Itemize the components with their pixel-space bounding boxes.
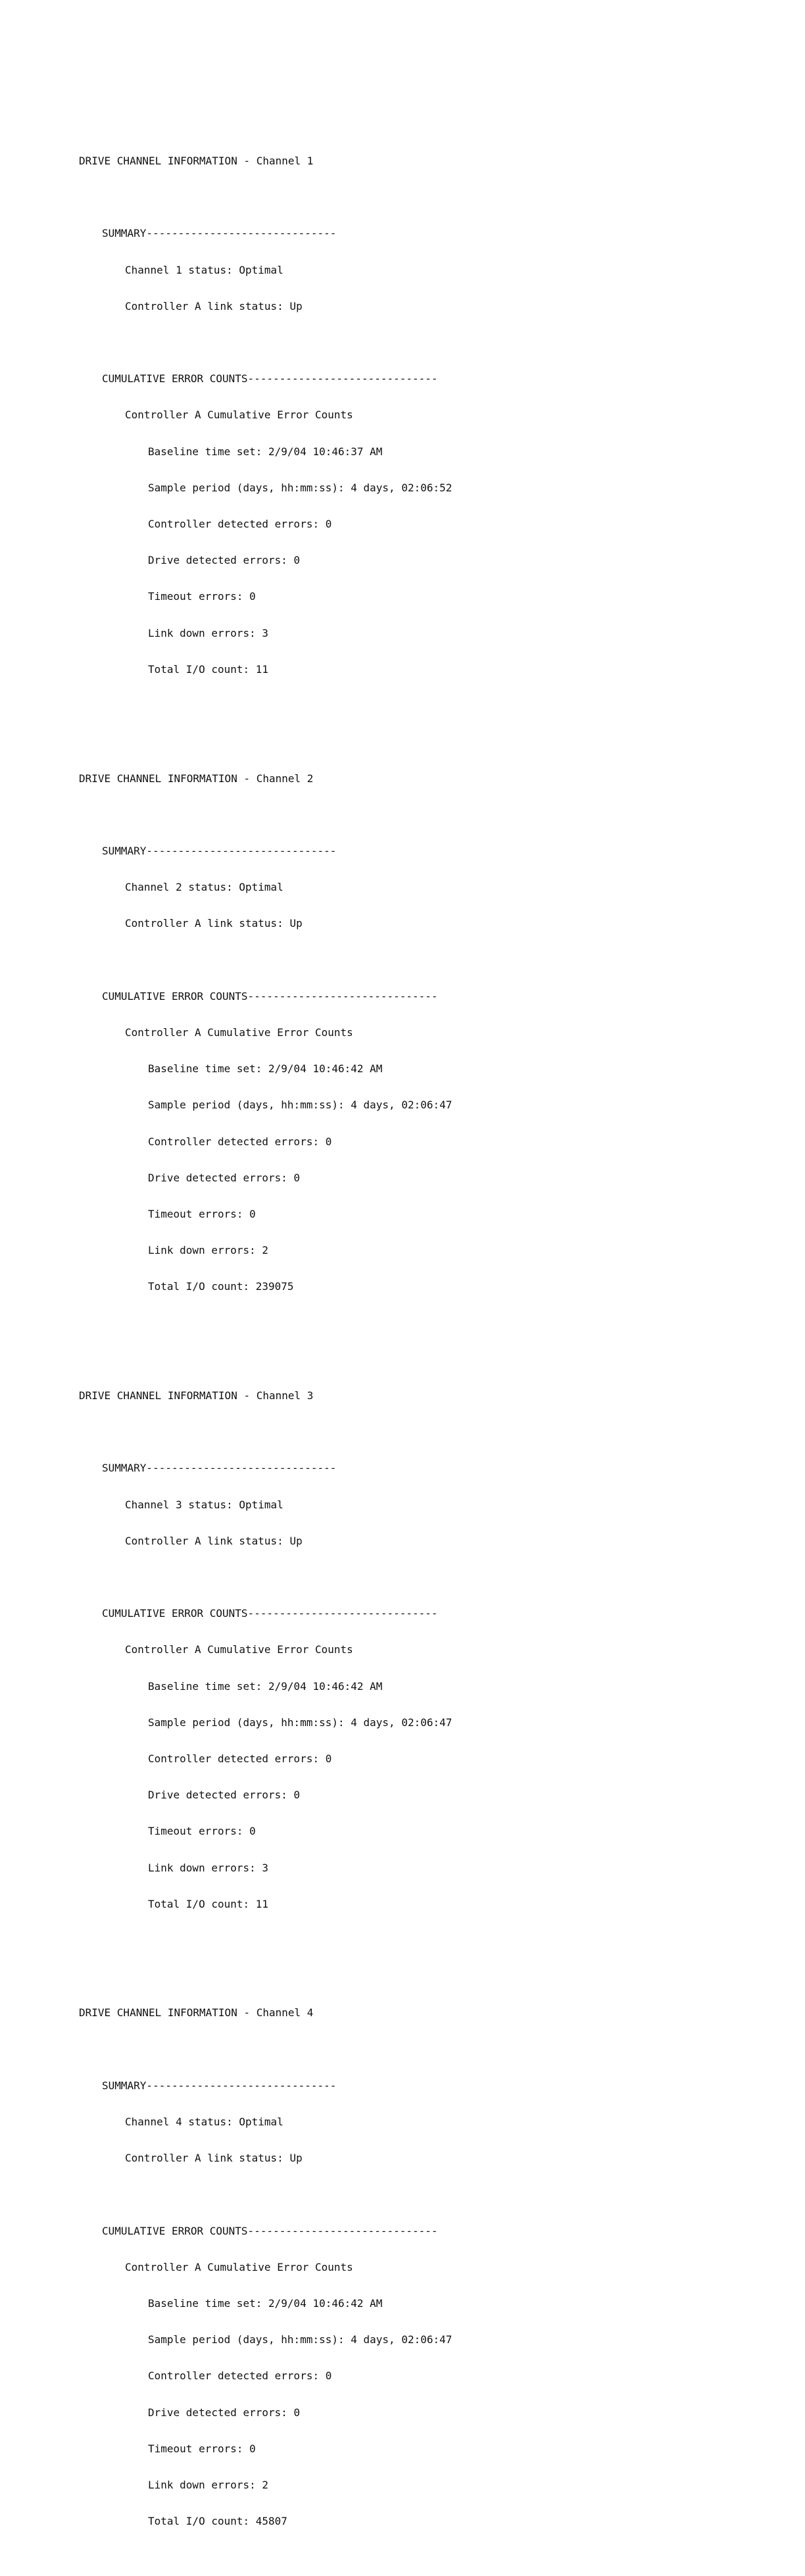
controller-counts-title: Controller A Cumulative Error Counts (125, 1643, 353, 1656)
sample-period: Sample period (days, hh:mm:ss): 4 days, 02:06:47 (148, 2333, 452, 2346)
channel-status: Channel 2 status: Optimal (125, 881, 283, 894)
timeout-errors: Timeout errors: 0 (148, 1825, 256, 1838)
total-io-count: Total I/O count: 239075 (148, 1280, 294, 1293)
summary-header: SUMMARY------------------------------ (102, 1462, 337, 1475)
baseline-time: Baseline time set: 2/9/04 10:46:42 AM (148, 1062, 383, 1076)
sample-period: Sample period (days, hh:mm:ss): 4 days, 02:06:52 (148, 481, 452, 494)
channel-heading: DRIVE CHANNEL INFORMATION - Channel 1 (79, 155, 314, 168)
drive-detected-errors: Drive detected errors: 0 (148, 1789, 301, 1802)
channel-heading: DRIVE CHANNEL INFORMATION - Channel 2 (79, 772, 314, 785)
cumulative-header: CUMULATIVE ERROR COUNTS------------------------------ (102, 989, 438, 1003)
channel-section-2 (79, 749, 737, 1318)
link-status: Controller A link status: Up (125, 2152, 303, 2165)
drive-channel-report (79, 95, 737, 2576)
channel-status: Channel 3 status: Optimal (125, 1498, 283, 1511)
blank-line (79, 2189, 737, 2200)
cumulative-header: CUMULATIVE ERROR COUNTS------------------------------ (102, 372, 438, 385)
baseline-time: Baseline time set: 2/9/04 10:46:42 AM (148, 1679, 383, 1693)
baseline-time: Baseline time set: 2/9/04 10:46:37 AM (148, 445, 383, 458)
blank-line (79, 809, 737, 821)
total-io-count: Total I/O count: 45807 (148, 2515, 287, 2528)
link-status: Controller A link status: Up (125, 917, 303, 930)
link-down-errors: Link down errors: 2 (148, 1244, 269, 1257)
summary-header: SUMMARY------------------------------ (102, 844, 337, 857)
drive-detected-errors: Drive detected errors: 0 (148, 554, 301, 567)
total-io-count: Total I/O count: 11 (148, 662, 269, 676)
timeout-errors: Timeout errors: 0 (148, 590, 256, 603)
link-status: Controller A link status: Up (125, 1534, 303, 1547)
channel-section-1 (79, 131, 737, 700)
controller-counts-title: Controller A Cumulative Error Counts (125, 1026, 353, 1039)
blank-line (79, 337, 737, 349)
blank-line (79, 2044, 737, 2056)
link-status: Controller A link status: Up (125, 299, 303, 312)
blank-line (79, 191, 737, 203)
controller-counts-title: Controller A Cumulative Error Counts (125, 409, 353, 422)
baseline-time: Baseline time set: 2/9/04 10:46:42 AM (148, 2297, 383, 2310)
drive-detected-errors: Drive detected errors: 0 (148, 2406, 301, 2419)
sample-period: Sample period (days, hh:mm:ss): 4 days, 02:06:47 (148, 1099, 452, 1112)
channel-status: Channel 4 status: Optimal (125, 2116, 283, 2129)
blank-line (79, 1426, 737, 1438)
summary-header: SUMMARY------------------------------ (102, 227, 337, 240)
link-down-errors: Link down errors: 3 (148, 626, 269, 639)
drive-detected-errors: Drive detected errors: 0 (148, 1171, 301, 1184)
sample-period: Sample period (days, hh:mm:ss): 4 days, 02:06:47 (148, 1716, 452, 1729)
controller-detected-errors: Controller detected errors: 0 (148, 518, 332, 531)
total-io-count: Total I/O count: 11 (148, 1897, 269, 1910)
blank-line (79, 1572, 737, 1583)
channel-section-4 (79, 1983, 737, 2552)
cumulative-header: CUMULATIVE ERROR COUNTS------------------------------ (102, 2224, 438, 2237)
summary-header: SUMMARY------------------------------ (102, 2079, 337, 2092)
controller-detected-errors: Controller detected errors: 0 (148, 1135, 332, 1148)
timeout-errors: Timeout errors: 0 (148, 1207, 256, 1220)
channel-heading: DRIVE CHANNEL INFORMATION - Channel 4 (79, 2006, 314, 2019)
link-down-errors: Link down errors: 3 (148, 1861, 269, 1874)
channel-heading: DRIVE CHANNEL INFORMATION - Channel 3 (79, 1389, 314, 1402)
link-down-errors: Link down errors: 2 (148, 2479, 269, 2492)
controller-counts-title: Controller A Cumulative Error Counts (125, 2260, 353, 2273)
cumulative-header: CUMULATIVE ERROR COUNTS------------------------------ (102, 1607, 438, 1620)
blank-line (79, 954, 737, 966)
controller-detected-errors: Controller detected errors: 0 (148, 1752, 332, 1765)
timeout-errors: Timeout errors: 0 (148, 2442, 256, 2455)
channel-status: Channel 1 status: Optimal (125, 263, 283, 276)
controller-detected-errors: Controller detected errors: 0 (148, 2369, 332, 2383)
channel-section-3 (79, 1366, 737, 1935)
